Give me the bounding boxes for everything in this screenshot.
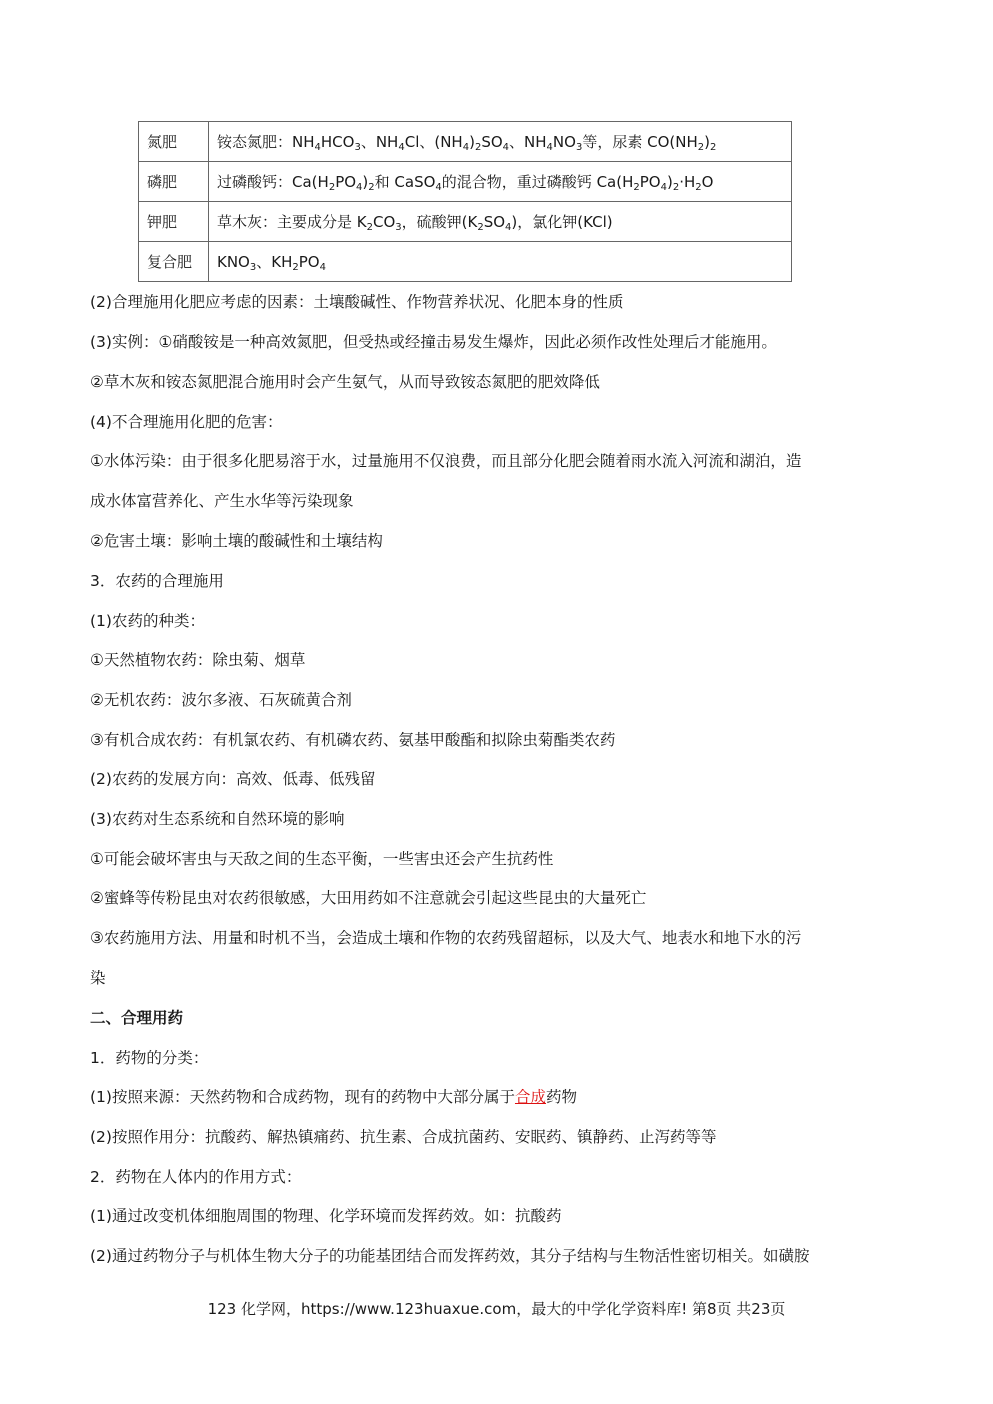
text-line: ①可能会破坏害虫与天敌之间的生态平衡，一些害虫还会产生抗药性: [90, 850, 554, 868]
text-span: (1)按照来源：天然药物和合成药物，现有的药物中大部分属于: [90, 1088, 515, 1106]
text-line: (2)通过药物分子与机体生物大分子的功能基团结合而发挥药效，其分子结构与生物活性密切相关。如磺胺: [90, 1247, 810, 1265]
highlighted-answer: 合成: [514, 1088, 546, 1106]
fertilizer-category: 磷肥: [139, 162, 209, 202]
text-line: 1．药物的分类：: [90, 1049, 209, 1067]
text-line: ②草木灰和铵态氮肥混合施用时会产生氨气，从而导致铵态氮肥的肥效降低: [90, 373, 600, 391]
fertilizer-category: 氮肥: [139, 122, 209, 162]
text-line: ①水体污染：由于很多化肥易溶于水，过量施用不仅浪费，而且部分化肥会随着雨水流入河流和湖泊，造: [90, 452, 802, 470]
fertilizer-row: [139, 242, 792, 282]
text-line: ②蜜蜂等传粉昆虫对农药很敏感，大田用药如不注意就会引起这些昆虫的大量死亡: [90, 889, 647, 907]
fertilizer-description: 草木灰：主要成分是 $K_2CO_3$，硫酸钾$(K_2SO_4)$，氯化钾(KCl): [209, 202, 792, 242]
text-line: (4)不合理施用化肥的危害：: [90, 413, 283, 431]
text-line: ②危害土壤：影响土壤的酸碱性和土壤结构: [90, 532, 383, 550]
text-line: (1)农药的种类：: [90, 612, 205, 630]
text-line: (2)合理施用化肥应考虑的因素：土壤酸碱性、作物营养状况、化肥本身的性质: [90, 293, 624, 311]
text-span: 药物: [545, 1088, 577, 1106]
text-line: 3．农药的合理施用: [90, 572, 224, 590]
fertilizer-category: 钾肥: [139, 202, 209, 242]
fertilizer-table: [138, 121, 792, 282]
fertilizer-description: 铵态氮肥：$NH_4HCO_3$、$NH_4Cl$、$(NH_4)_2SO_4$、$NH_4NO_3$等，尿素 $CO(NH_2)_2$: [209, 122, 792, 162]
fertilizer-row: [139, 202, 792, 242]
text-line: ③有机合成农药：有机氯农药、有机磷农药、氨基甲酸酯和拟除虫菊酯类农药: [90, 731, 616, 749]
text-line: (2)按照作用分：抗酸药、解热镇痛药、抗生素、合成抗菌药、安眠药、镇静药、止泻药等等: [90, 1128, 717, 1146]
section-heading: 二、合理用药: [90, 1009, 184, 1027]
text-line: ②无机农药：波尔多液、石灰硫黄合剂: [90, 691, 352, 709]
text-line: ①天然植物农药：除虫菊、烟草: [90, 651, 306, 669]
text-line: 染: [90, 969, 106, 987]
text-line: (1)通过改变机体细胞周围的物理、化学环境而发挥药效。如：抗酸药: [90, 1207, 562, 1225]
fertilizer-description: $KNO_3$、$KH_2PO_4$: [209, 242, 792, 282]
text-line: (3)实例：①硝酸铵是一种高效氮肥，但受热或经撞击易发生爆炸，因此必须作改性处理后才能施用。: [90, 333, 777, 351]
fertilizer-row: [139, 122, 792, 162]
page-footer: 123 化学网，https://www.123huaxue.com，最大的中学化学资料库! 第8页 共23页: [207, 1300, 786, 1318]
text-line: [90, 1086, 910, 1108]
text-line: (2)农药的发展方向：高效、低毒、低残留: [90, 770, 376, 788]
text-line: ③农药施用方法、用量和时机不当，会造成土壤和作物的农药残留超标，以及大气、地表水和地下水的污: [90, 929, 802, 947]
fertilizer-row: [139, 162, 792, 202]
text-line: (3)农药对生态系统和自然环境的影响: [90, 810, 345, 828]
text-line: 成水体富营养化、产生水华等污染现象: [90, 492, 354, 510]
text-line: 2．药物在人体内的作用方式：: [90, 1168, 302, 1186]
fertilizer-category: 复合肥: [139, 242, 209, 282]
fertilizer-description: 过磷酸钙：$Ca(H_2PO_4)_2$和 CaSO$_4$的混合物，重过磷酸钙 $Ca(H_2PO_4)_2\cdot H_2O$: [209, 162, 792, 202]
